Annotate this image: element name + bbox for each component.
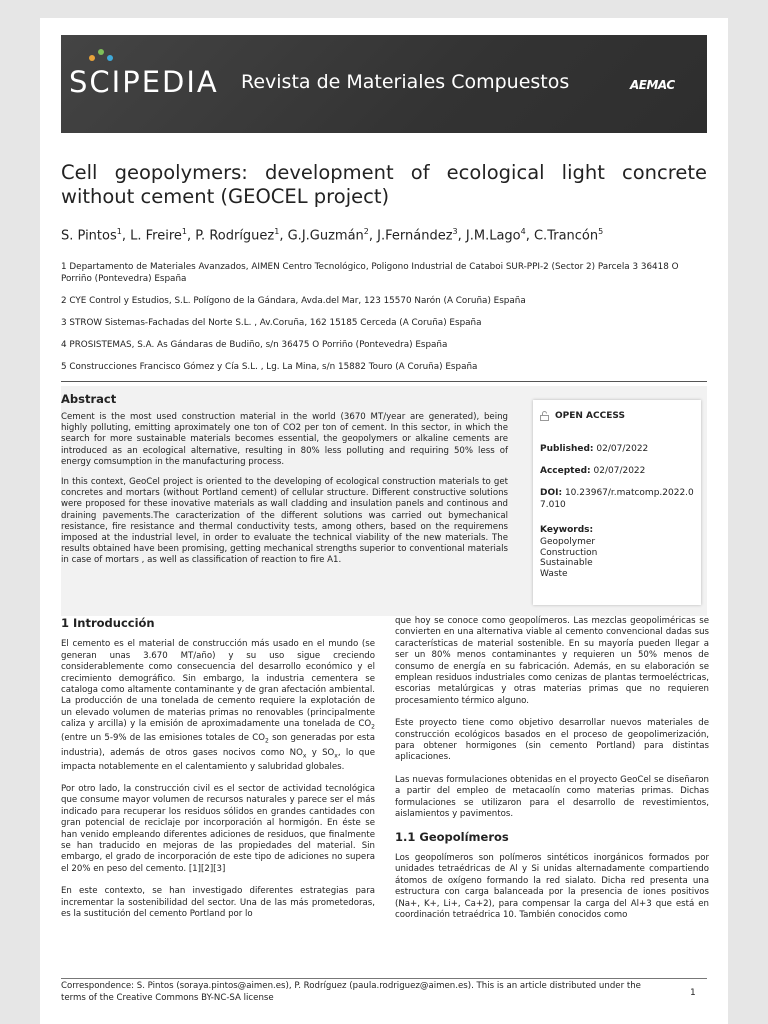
header-divider xyxy=(61,381,707,382)
abstract-body xyxy=(61,412,508,576)
affiliation-item: 5 Construcciones Francisco Gómez y Cía S.L. , Lg. La Mina, s/n 15882 Touro (A Coruña) España xyxy=(61,362,478,372)
published-date xyxy=(540,443,694,455)
page-number: 1 xyxy=(690,988,696,998)
keywords-list xyxy=(540,537,694,579)
author: J.Fernández xyxy=(377,228,453,244)
keywords-label: Keywords: xyxy=(540,525,594,535)
aemac-logo[interactable]: AEMAC xyxy=(630,78,675,92)
accepted-date xyxy=(540,465,694,477)
keyword-item: Geopolymer xyxy=(540,537,596,547)
body-paragraph: Por otro lado, la construcción civil es el sector de actividad tecnológica que consume mayor volumen de recursos naturales y parece ser el más indicado para recuperar los residuos sólidos en grandes cantidades con gran potencial de reciclaje por incorporación al hormigón. En éste se han venido empleando diferentes adiciones de residuos, que finalmente se han traducido en mejoras de las propiedades del material. Sin embargo, el grado de incorporación de este tipo de adiciones no supera el 20% en peso del cemento. [1][2][3] xyxy=(61,784,375,874)
subsection-heading: 1.1 Geopolímeros xyxy=(395,829,509,844)
author-list: S. Pintos$^1$, L. Freire$^1$, P. Rodríguez$^1$, G.J.Guzmán$^2$, J.Fernández$^3$, J.M.Lago$^4$, C.Trancón$^5$ xyxy=(61,227,604,244)
abstract-heading: Abstract xyxy=(61,392,117,406)
open-lock-icon xyxy=(540,411,549,421)
paper-page xyxy=(40,18,728,1024)
article-info-card xyxy=(533,400,701,605)
author-affiliation: 1 xyxy=(116,227,122,236)
affiliation-item: 2 CYE Control y Estudios, S.L. Polígono de la Gándara, Avda.del Mar, 123 15570 Narón (A Coruña) España xyxy=(61,296,526,306)
doi xyxy=(540,487,694,511)
body-paragraph: Los geopolímeros son polímeros sintéticos inorgánicos formados por unidades tetraédricas de Al y Si unidas alternadamente compartiendo átomos de oxígeno formando la red sialato. Dicha red presenta una estructura con carga balanceada por la presencia de iones positivos (Na+, K+, Li+, Ca+2), para compensar la carga del Al+3 que está en coordinación tetraédrica 10. También conocidos como xyxy=(395,852,709,920)
keyword-item: Waste xyxy=(540,568,568,579)
body-paragraph: Este proyecto tiene como objetivo desarrollar nuevos materiales de construcción ecológicos basados en el proceso de geopolimerización, para obtener hormigones (sin cemento Portland) para distintas aplicaciones. xyxy=(395,718,709,763)
keyword-item: Sustainable xyxy=(540,558,593,568)
body-paragraph: En este contexto, se han investigado diferentes estrategias para incrementar la sostenibilidad del sector. Una de las más prometedoras, es la sustitución del cemento Portland por lo xyxy=(61,886,375,920)
paper-title: Cell geopolymers: development of ecological light concrete without cement (GEOCEL project) xyxy=(61,161,707,208)
scipedia-logo[interactable]: SCIPEDIA xyxy=(69,65,219,99)
published-value: 02/07/2022 xyxy=(596,444,649,454)
affiliations xyxy=(61,261,701,383)
author-affiliation: 1 xyxy=(181,227,187,236)
open-access-badge[interactable] xyxy=(540,411,694,421)
accepted-value: 02/07/2022 xyxy=(593,466,646,476)
body-paragraph: que hoy se conoce como geopolímeros. Las mezclas geopoliméricas se convierten en una alternativa viable al cemento convencional dadas sus características de material sostenible. En su mayoría pueden llegar a ser un 80% menos contaminantes y requieren un 50% menos de consumo de energía en su fabricación. Además, en su elaboración se emplean residuos industriales como cenizas de plantas termoeléctricas, escorias metalúrgicas y otras materias primas que no requieren procesamiento térmico alguno. xyxy=(395,616,709,706)
author-affiliation: 3 xyxy=(452,227,458,236)
body-column-left xyxy=(61,618,375,932)
accepted-label: Accepted: xyxy=(540,466,591,476)
journal-banner xyxy=(61,35,707,133)
doi-label: DOI: xyxy=(540,488,563,498)
author: L. Freire xyxy=(130,228,182,244)
abstract-section xyxy=(61,386,707,616)
author: C.Trancón xyxy=(533,228,599,244)
author: S. Pintos xyxy=(61,228,117,244)
author: J.M.Lago xyxy=(465,228,521,244)
author-affiliation: 5 xyxy=(598,227,604,236)
published-label: Published: xyxy=(540,444,594,454)
doi-link[interactable]: 10.23967/r.matcomp.2022.07.010 xyxy=(540,488,694,510)
affiliation-item: 3 STROW Sistemas-Fachadas del Norte S.L. , Av.Coruña, 162 15185 Cerceda (A Coruña) España xyxy=(61,318,482,328)
author: G.J.Guzmán xyxy=(287,228,364,244)
section-heading: 1 Introducción xyxy=(61,616,155,630)
body-column-right xyxy=(395,616,709,932)
author-affiliation: 2 xyxy=(363,227,369,236)
body-paragraph: El cemento es el material de construcción más usado en el mundo (se generan unas 3.670 MT/año) y su uso sigue creciendo considerablemente como consecuencia del desarrollo económico y el crecimiento demográfico. Sin embargo, la industria cementera se cataloga como altamente contaminante y de gran afectación ambiental. La producción de una tonelada de cemento requiere la explotación de un elevado volumen de materias primas no renovables (principalmente caliza y arcilla) y la emisión de aproximadamente una tonelada de $CO_2$ (entre un 5-9% de las emisiones totales de $CO_2$ son generadas por esta industria), además de otros gases nocivos como $NO_x$ y $SO_x$, lo que impacta notablemente en el calentamiento y salubridad globales. xyxy=(61,639,375,772)
author-affiliation: 1 xyxy=(274,227,280,236)
affiliation-item: 1 Departamento de Materiales Avanzados, AIMEN Centro Tecnológico, Poligono Industrial de Cataboi SUR-PPI-2 (Sector 2) Parcela 3 36418 O Porriño (Pontevedra) España xyxy=(61,262,679,284)
keyword-item: Construction xyxy=(540,547,598,558)
open-access-label: OPEN ACCESS xyxy=(555,411,625,421)
affiliation-item: 4 PROSISTEMAS, S.A. As Gándaras de Budiño, s/n 36475 O Porriño (Pontevedra) España xyxy=(61,340,448,350)
footer-divider xyxy=(61,978,707,979)
abstract-paragraph: In this context, GeoCel project is oriented to the developing of ecological construction materials to get concretes and mortars (without Portland cement) of cellular structure. Different constructive solutions were proposed for these inovative materials as wall cladding and insulation panels and continous and draining pavements.The caracterization of the different solutions was carried out bymechanical resistance, fire resistance and thermal conductivity tests, among others, based on the requiremens imposed at the industrial level, in order to evaluate the technical viability of the new materials. The results obtained have been promising, getting mechanical strengths superior to conventional materials in case of mortars , as well as classification of reaction to fire A1. xyxy=(61,477,508,566)
body-paragraph: Las nuevas formulaciones obtenidas en el proyecto GeoCel se diseñaron a partir del empleo de metacaolín como materias primas. Dichas formulaciones se utilizaron para el desarrollo de revestimientos, aislamientos y pavimentos. xyxy=(395,774,709,820)
abstract-paragraph: Cement is the most used construction material in the world (3670 MT/year are generated), being highly polluting, emitting aproximately one ton of CO2 per ton of cement. In this sector, in which the search for more sustainable materials becomes essential, the geopolymers or alkaline cements are introduced as an ecological alternative, resulting in 80% less polluting and requiring 50% less of energy comsumption in the manufacturing process. xyxy=(61,412,508,467)
author: P. Rodríguez xyxy=(195,228,275,244)
journal-name: Revista de Materiales Compuestos xyxy=(241,71,570,93)
author-affiliation: 4 xyxy=(520,227,526,236)
correspondence-note: Correspondence: S. Pintos (soraya.pintos@aimen.es), P. Rodríguez (paula.rodriguez@aimen.es). This is an article distributed under the terms of the Creative Commons BY-NC-SA license xyxy=(61,981,641,1003)
